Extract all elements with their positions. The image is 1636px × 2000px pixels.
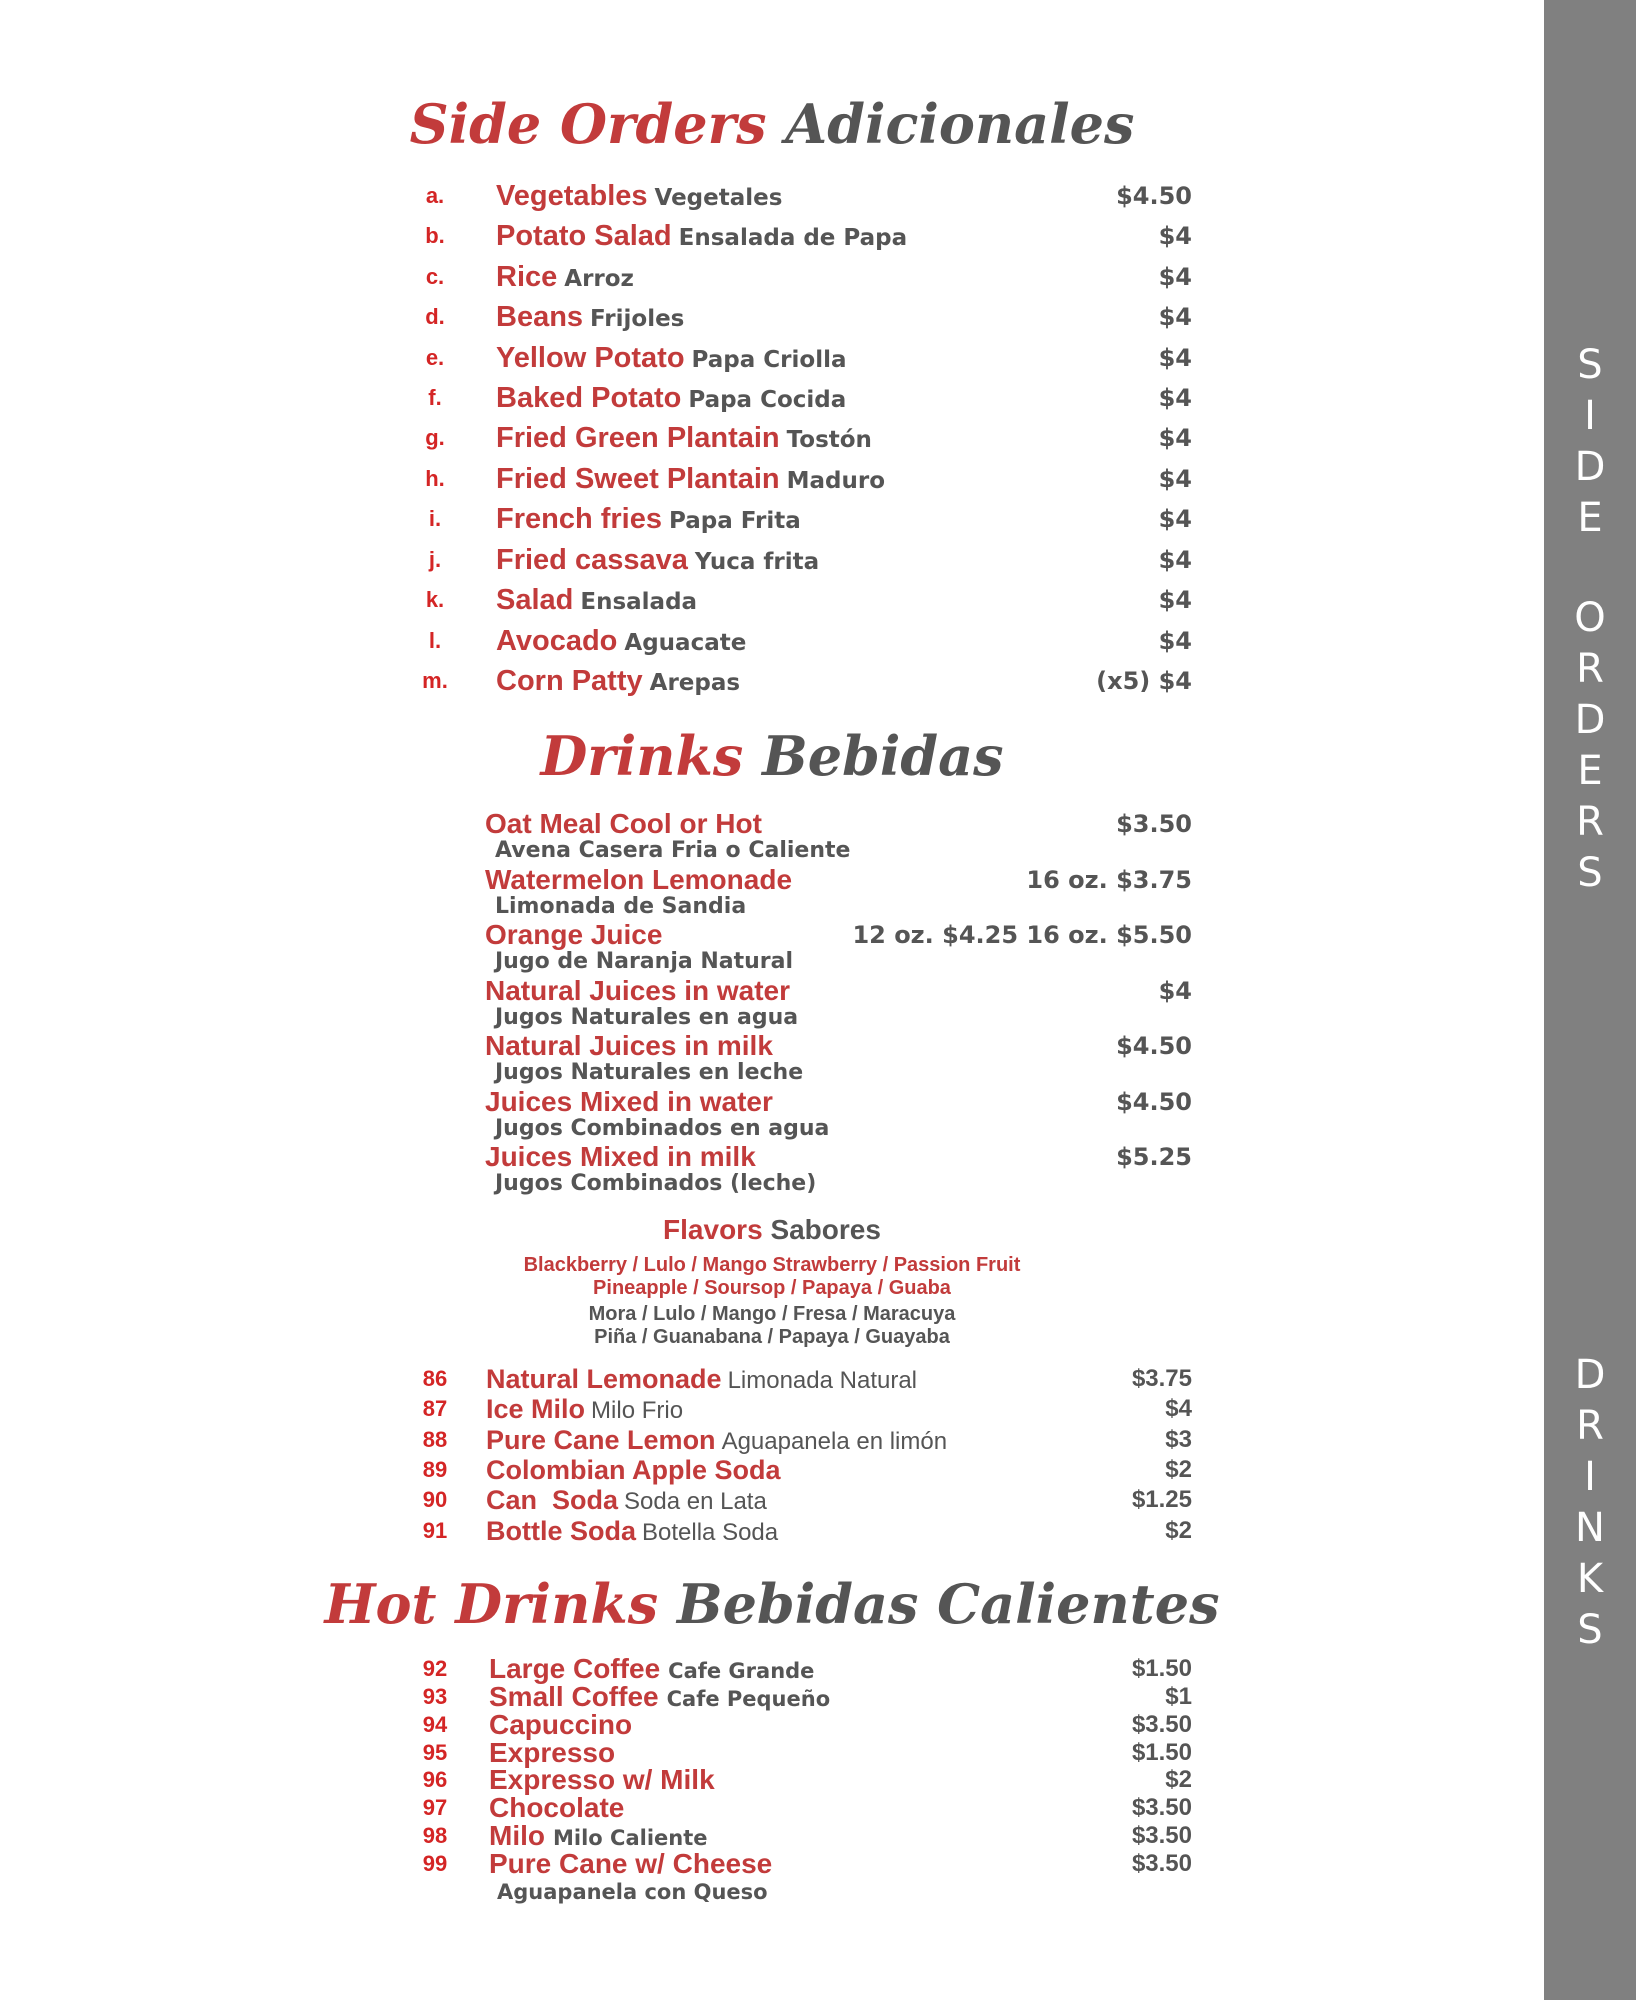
item-name-es: Yuca frita <box>694 549 820 575</box>
item-number: 89 <box>422 1457 448 1482</box>
drink-price: $3.50 <box>1116 810 1192 838</box>
item-name-es: Soda en Lata <box>624 1488 767 1515</box>
drink-price: $5.25 <box>1116 1143 1192 1171</box>
drink-name-es: Limonada de Sandia <box>495 894 747 919</box>
item-name-es: Milo Frio <box>591 1397 684 1424</box>
hot-drinks-heading-en: Hot Drinks <box>324 1572 659 1636</box>
item-name-es: Papa Frita <box>669 508 801 534</box>
item-name: Yellow Potato <box>496 342 685 374</box>
item-name-es: Cafe Pequeño <box>666 1687 831 1711</box>
side-order-row <box>0 540 1544 580</box>
item-name: Corn Patty <box>496 665 643 697</box>
drink-name-es: Jugo de Naranja Natural <box>495 949 794 974</box>
sidebar-letter: O <box>1574 595 1606 641</box>
item-name: Natural Lemonade <box>486 1364 722 1394</box>
drink-item <box>0 976 1544 1032</box>
item-price: $4 <box>1158 424 1192 452</box>
drink-item <box>0 1031 1544 1087</box>
hot-drink-row <box>0 1739 1544 1767</box>
drink-price: 16 oz. $3.75 <box>1026 866 1192 894</box>
flavors-es-line-2: Piña / Guanabana / Papaya / Guayaba <box>594 1326 950 1348</box>
item-letter: e. <box>425 345 445 370</box>
item-letter: j. <box>428 547 442 572</box>
side-order-row <box>0 661 1544 701</box>
item-price: $2 <box>1165 1517 1192 1544</box>
item-name-es: Ensalada de Papa <box>678 225 908 251</box>
item-number: 98 <box>422 1823 448 1848</box>
item-number: 95 <box>422 1740 448 1765</box>
flavors-en-line-2: Pineapple / Soursop / Papaya / Guaba <box>593 1277 951 1299</box>
item-name: Vegetables <box>496 180 648 212</box>
side-orders-heading-es: Adicionales <box>785 92 1135 156</box>
item-letter: a. <box>425 183 445 208</box>
drink-price: $4.50 <box>1116 1088 1192 1116</box>
item-name-es: Aguapanela en limón <box>721 1428 948 1455</box>
item-price: $1.50 <box>1131 1739 1192 1766</box>
side-order-row <box>0 580 1544 620</box>
drink-item <box>0 1142 1544 1198</box>
hot-drink-row <box>0 1683 1544 1711</box>
item-price: $1.50 <box>1131 1655 1192 1682</box>
side-order-row <box>0 418 1544 458</box>
drink-name-es: Jugos Naturales en agua <box>495 1005 799 1030</box>
item-name-es: Ensalada <box>580 589 698 615</box>
item-price: $3.50 <box>1131 1711 1192 1738</box>
item-name: Milo <box>489 1820 545 1851</box>
sidebar-letter: S <box>1577 1607 1603 1653</box>
sidebar-letter: D <box>1574 1352 1606 1398</box>
item-price: $4 <box>1158 465 1192 493</box>
item-number: 94 <box>422 1712 448 1737</box>
numbered-drink-row <box>0 1425 1544 1455</box>
item-name: Baked Potato <box>496 382 682 414</box>
item-name-es: Milo Caliente <box>553 1826 708 1850</box>
item-name: Potato Salad <box>496 220 672 252</box>
item-letter: d. <box>425 304 445 329</box>
item-name: Salad <box>496 584 574 616</box>
item-letter: h. <box>425 466 445 491</box>
item-name-es: Tostón <box>786 427 872 453</box>
item-price: $4 <box>1158 222 1192 250</box>
item-name: Pure Cane w/ Cheese <box>489 1848 773 1879</box>
sidebar-letter: D <box>1574 444 1606 490</box>
drink-name: Juices Mixed in water <box>485 1086 773 1117</box>
item-number: 92 <box>422 1656 448 1681</box>
item-price: $4 <box>1158 505 1192 533</box>
drink-item <box>0 920 1544 976</box>
numbered-drink-row <box>0 1455 1544 1485</box>
item-price: $4 <box>1158 263 1192 291</box>
side-order-row <box>0 499 1544 539</box>
item-name: Chocolate <box>489 1792 625 1823</box>
item-name: Expresso w/ Milk <box>489 1764 715 1795</box>
item-price: $2 <box>1165 1456 1192 1483</box>
item-price: $3.50 <box>1131 1850 1192 1877</box>
item-name: French fries <box>496 503 662 535</box>
item-price: $4 <box>1158 627 1192 655</box>
numbered-drink-row <box>0 1364 1544 1394</box>
drinks-heading-es: Bebidas <box>762 724 1004 788</box>
flavors-title-es: Sabores <box>770 1214 881 1245</box>
numbered-drink-row <box>0 1394 1544 1424</box>
item-name: Can Soda <box>486 1485 619 1515</box>
item-name: Beans <box>496 301 584 333</box>
item-number: 91 <box>422 1518 448 1543</box>
drink-name: Natural Juices in water <box>485 975 791 1006</box>
item-name-es: Papa Criolla <box>691 347 847 373</box>
sidebar-letter: R <box>1576 799 1604 845</box>
numbered-drink-row <box>0 1485 1544 1515</box>
sidebar-letter: R <box>1576 1403 1604 1449</box>
item-name-es: Frijoles <box>590 306 685 332</box>
drink-name-es: Jugos Combinados en agua <box>495 1116 830 1141</box>
sidebar-letter: E <box>1577 495 1603 541</box>
item-letter: m. <box>422 668 448 693</box>
hot-drink-row <box>0 1822 1544 1850</box>
item-price: $3.50 <box>1131 1822 1192 1849</box>
side-order-row <box>0 257 1544 297</box>
item-price: $4 <box>1165 1395 1192 1422</box>
item-name: Bottle Soda <box>486 1516 637 1546</box>
item-name-es: Maduro <box>786 468 886 494</box>
drink-name: Watermelon Lemonade <box>485 864 793 895</box>
item-price: $3.75 <box>1131 1365 1192 1392</box>
side-order-row <box>0 378 1544 418</box>
item-name-es: Arroz <box>564 266 634 292</box>
item-letter: b. <box>425 223 445 248</box>
item-name: Fried Green Plantain <box>496 422 780 454</box>
flavors-title-en: Flavors <box>663 1214 763 1245</box>
item-price: $4 <box>1158 384 1192 412</box>
hot-drink-row <box>0 1711 1544 1739</box>
item-price: $4 <box>1158 546 1192 574</box>
drinks-heading <box>0 720 1544 792</box>
item-price: $1 <box>1165 1683 1192 1710</box>
side-orders-heading-en: Side Orders <box>409 92 767 156</box>
sidebar-letter: I <box>1584 393 1596 439</box>
side-order-row <box>0 459 1544 499</box>
item-name: Capuccino <box>489 1709 633 1740</box>
side-order-row <box>0 621 1544 661</box>
hot-drinks-heading-es: Bebidas Calientes <box>676 1572 1220 1636</box>
hot-drinks-heading <box>0 1568 1544 1640</box>
hot-drink-row <box>0 1766 1544 1794</box>
sidebar-letter: N <box>1575 1505 1605 1551</box>
drink-item <box>0 809 1544 865</box>
sidebar-letter: D <box>1574 697 1606 743</box>
sidebar-letter: S <box>1577 850 1603 896</box>
item-price: $4 <box>1158 586 1192 614</box>
hot-drink-subtitle: Aguapanela con Queso <box>497 1880 768 1904</box>
drink-price: $4.50 <box>1116 1032 1192 1060</box>
item-name: Pure Cane Lemon <box>486 1425 716 1455</box>
drink-item <box>0 865 1544 921</box>
item-name-es: Vegetales <box>654 185 783 211</box>
item-name: Fried cassava <box>496 544 688 576</box>
item-price: $1.25 <box>1131 1486 1192 1513</box>
item-price: $4 <box>1158 303 1192 331</box>
item-letter: c. <box>425 264 445 289</box>
item-name: Rice <box>496 261 558 293</box>
side-order-row <box>0 216 1544 256</box>
item-name: Avocado <box>496 625 618 657</box>
hot-drink-row <box>0 1850 1544 1878</box>
hot-drink-row <box>0 1655 1544 1683</box>
item-letter: f. <box>428 385 442 410</box>
flavors-en-line-1: Blackberry / Lulo / Mango Strawberry / Passion Fruit <box>523 1254 1021 1276</box>
drink-name: Juices Mixed in milk <box>485 1141 756 1172</box>
sidebar-letter: I <box>1584 1454 1596 1500</box>
item-name-es: Botella Soda <box>642 1519 779 1546</box>
item-name: Small Coffee <box>489 1681 659 1712</box>
item-letter: i. <box>428 506 442 531</box>
item-name-es: Papa Cocida <box>688 387 847 413</box>
flavors-title <box>0 1212 1544 1248</box>
item-number: 88 <box>422 1427 448 1452</box>
item-name: Ice Milo <box>486 1394 586 1424</box>
side-orders-heading <box>0 88 1544 160</box>
item-price: $4 <box>1158 344 1192 372</box>
drink-name: Orange Juice <box>485 919 663 950</box>
sidebar-letter: K <box>1576 1556 1604 1602</box>
drink-price: $4 <box>1158 977 1192 1005</box>
drinks-heading-en: Drinks <box>540 724 744 788</box>
item-letter: l. <box>428 628 442 653</box>
category-sidebar <box>1544 0 1636 2000</box>
item-name-es: Cafe Grande <box>668 1659 815 1683</box>
drink-price: 12 oz. $4.25 16 oz. $5.50 <box>852 921 1192 949</box>
numbered-drink-row <box>0 1516 1544 1546</box>
drink-name-es: Jugos Naturales en leche <box>495 1060 804 1085</box>
flavors-es-line-1: Mora / Lulo / Mango / Fresa / Maracuya <box>588 1303 956 1325</box>
item-letter: g. <box>425 425 445 450</box>
item-price: $2 <box>1165 1766 1192 1793</box>
item-number: 97 <box>422 1795 448 1820</box>
sidebar-letter: E <box>1577 748 1603 794</box>
item-price: (x5) $4 <box>1096 667 1192 695</box>
item-name-es: Arepas <box>649 670 741 696</box>
item-name-es: Limonada Natural <box>727 1367 918 1394</box>
drink-item <box>0 1087 1544 1143</box>
item-name-es: Aguacate <box>624 630 747 656</box>
hot-drink-row <box>0 1794 1544 1822</box>
item-number: 96 <box>422 1767 448 1792</box>
item-number: 90 <box>422 1487 448 1512</box>
sidebar-letter: R <box>1576 646 1604 692</box>
item-name: Colombian Apple Soda <box>486 1455 781 1485</box>
item-letter: k. <box>425 587 445 612</box>
drink-name: Natural Juices in milk <box>485 1030 773 1061</box>
item-name: Large Coffee <box>489 1653 661 1684</box>
item-number: 99 <box>422 1851 448 1876</box>
side-order-row <box>0 297 1544 337</box>
item-price: $4.50 <box>1116 182 1192 210</box>
item-number: 93 <box>422 1684 448 1709</box>
drink-name-es: Jugos Combinados (leche) <box>495 1171 817 1196</box>
item-name: Fried Sweet Plantain <box>496 463 780 495</box>
item-number: 87 <box>422 1396 448 1421</box>
side-order-row <box>0 176 1544 216</box>
side-order-row <box>0 338 1544 378</box>
sidebar-letter: S <box>1577 342 1603 388</box>
drink-name-es: Avena Casera Fria o Caliente <box>495 838 851 863</box>
item-number: 86 <box>422 1366 448 1391</box>
item-price: $3 <box>1165 1426 1192 1453</box>
drink-name: Oat Meal Cool or Hot <box>485 808 762 839</box>
item-price: $3.50 <box>1131 1794 1192 1821</box>
item-name: Expresso <box>489 1737 616 1768</box>
